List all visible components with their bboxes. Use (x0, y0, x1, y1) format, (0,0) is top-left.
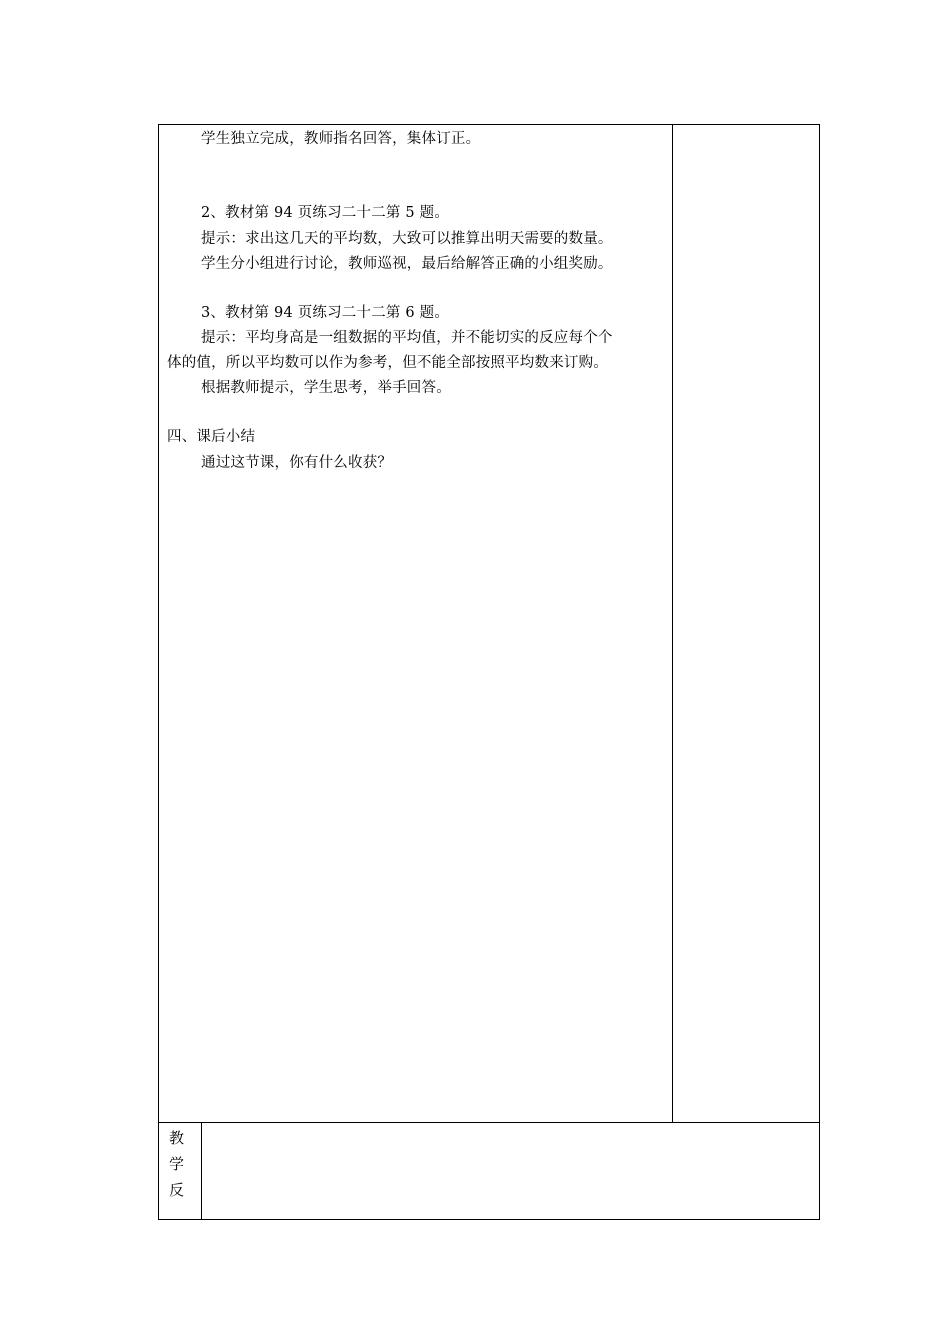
text-line-6: 提示：平均身高是一组数据的平均值，并不能切实的反应每个个 (201, 330, 613, 346)
notes-side-cell (673, 125, 819, 1122)
section-heading-summary: 四、课后小结 (167, 429, 256, 445)
text-line-5: 3、教材第 94 页练习二十二第 6 题。 (201, 305, 450, 321)
reflection-content-cell (202, 1123, 819, 1219)
text-line-2: 2、教材第 94 页练习二十二第 5 题。 (201, 205, 450, 221)
lesson-content-cell (159, 125, 673, 1122)
reflection-label-cell (159, 1123, 202, 1219)
text-line-3: 提示：求出这几天的平均数，大致可以推算出明天需要的数量。 (201, 231, 613, 247)
text-line-1: 学生独立完成，教师指名回答，集体订正。 (201, 131, 481, 147)
reflection-label-char-1: 教 (169, 1129, 185, 1147)
text-line-8: 根据教师提示，学生思考，举手回答。 (201, 380, 451, 396)
text-line-10: 通过这节课，你有什么收获？ (201, 455, 393, 471)
text-line-7: 体的值，所以平均数可以作为参考，但不能全部按照平均数来订购。 (167, 355, 608, 371)
reflection-label-char-3: 反 (169, 1181, 185, 1199)
lesson-plan-table (158, 124, 820, 1220)
text-line-4: 学生分小组进行讨论，教师巡视，最后给解答正确的小组奖励。 (201, 256, 613, 272)
reflection-label-char-2: 学 (169, 1155, 185, 1173)
